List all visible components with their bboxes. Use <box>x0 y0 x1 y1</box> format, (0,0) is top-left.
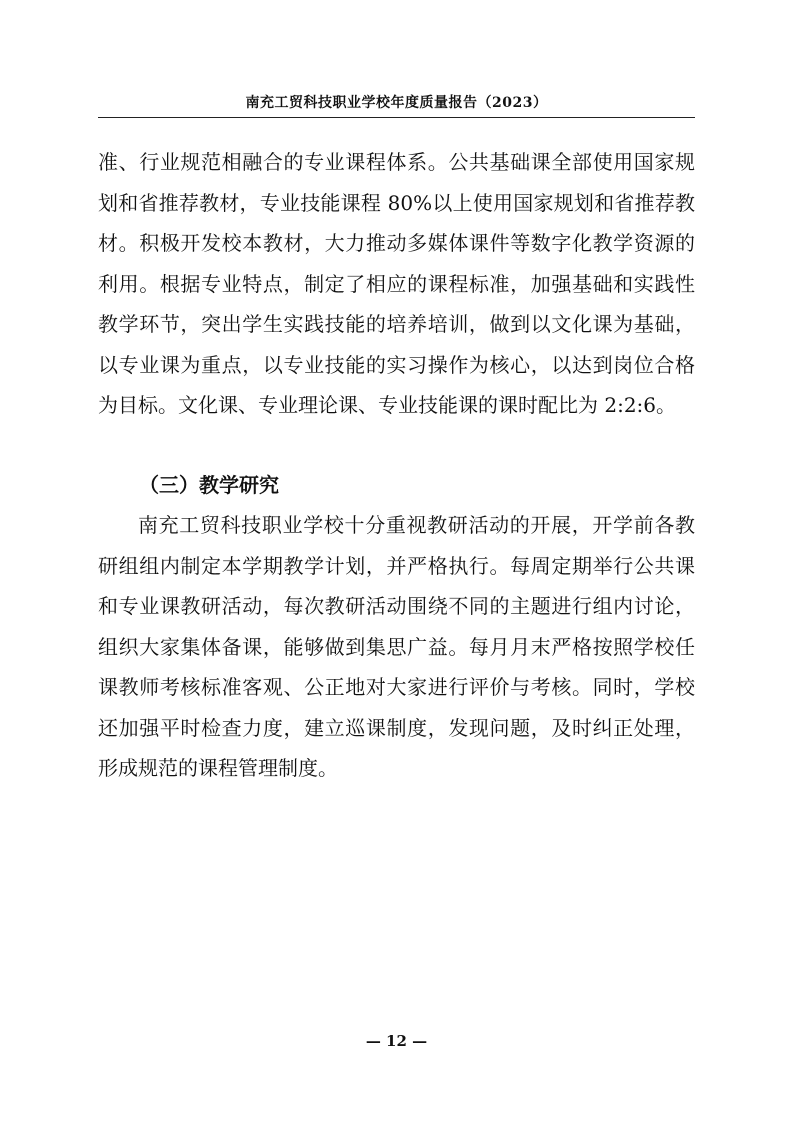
body-paragraph: 南充工贸科技职业学校十分重视教研活动的开展，开学前各教研组组内制定本学期教学计划，并严格执行。每周定期举行公共课和专业课教研活动，每次教研活动围绕不同的主题进行组内讨论，组织大家集体备课，能够做到集思广益。每月月末严格按照学校任课教师考核标准客观、公正地对大家进行评价与考核。同时，学校还加强平时检查力度，建立巡课制度，发现问题，及时纠正处理，形成规范的课程管理制度。 <box>98 513 695 780</box>
header-divider <box>98 117 695 118</box>
page-number: — 12 — <box>365 1032 428 1050</box>
body-paragraph: 准、行业规范相融合的专业课程体系。公共基础课全部使用国家规划和省推荐教材，专业技能课程 80%以上使用国家规划和省推荐教材。积极开发校本教材，大力推动多媒体课件等数字化教学资源的利用。根据专业特点，制定了相应的课程标准，加强基础和实践性教学环节，突出学生实践技能的培养培训，做到以文化课为基础，以专业课为重点，以专业技能的实习操作为核心，以达到岗位合格为目标。文化课、专业理论课、专业技能课的课时配比为 2:2:6。 <box>98 150 695 417</box>
section-heading: （三）教学研究 <box>139 473 279 497</box>
page-header-title: 南充工贸科技职业学校年度质量报告（2023） <box>245 95 548 111</box>
